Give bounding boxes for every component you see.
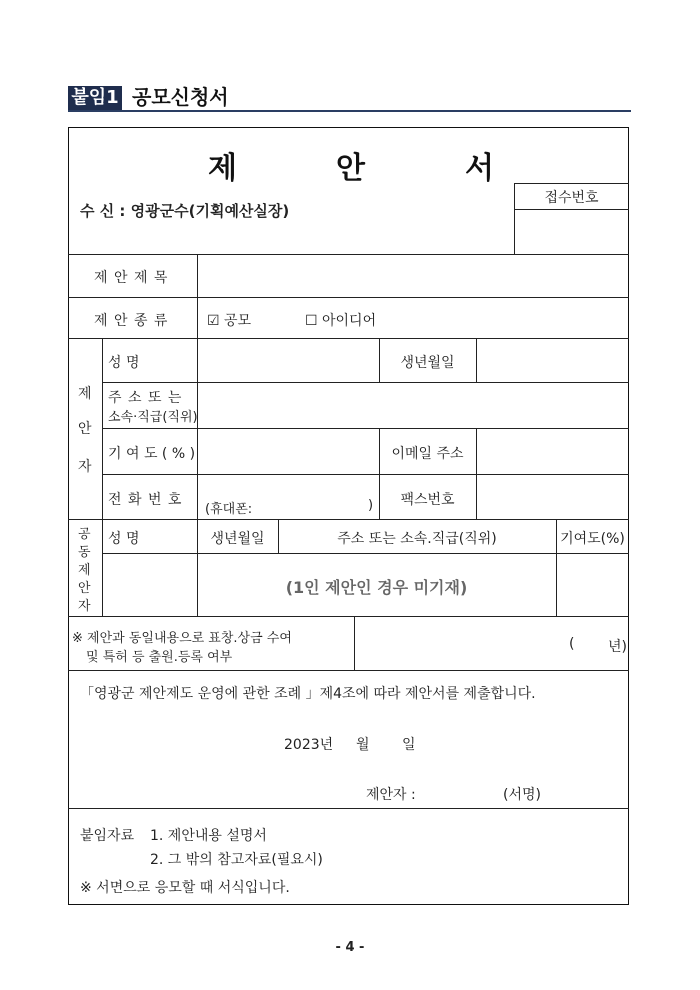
joint-contribution-label: 기여도(%): [560, 531, 625, 547]
fax-field[interactable]: [478, 476, 627, 518]
attachment-item-1: 1. 제안내용 설명서: [150, 828, 267, 844]
award-year-open: (: [569, 636, 575, 652]
appendix-badge: 붙임1: [68, 86, 122, 110]
birth-field[interactable]: [478, 340, 627, 381]
form-title-char-1: 제: [208, 151, 237, 186]
award-note-line1: ※ 제안과 동일내용으로 표창.상금 수여: [72, 631, 292, 646]
page-title: 공모신청서: [132, 85, 229, 109]
name-field[interactable]: [199, 340, 377, 381]
proposal-type-label: 제 안 종 류: [94, 313, 169, 329]
row-line: [102, 553, 629, 554]
row-line: [102, 428, 629, 429]
joint-name-field[interactable]: [104, 555, 196, 615]
receipt-box-mid: [514, 209, 629, 210]
mobile-field[interactable]: [262, 478, 366, 516]
name-label: 성 명: [108, 355, 140, 371]
phone-label: 전 화 번 호: [108, 492, 183, 508]
col-line: [476, 338, 477, 382]
proposer-label-char: 제: [78, 386, 92, 402]
award-year-field[interactable]: [578, 630, 606, 656]
col-line: [102, 338, 103, 616]
contest-option-checkbox[interactable]: ☑ 공모: [207, 313, 252, 329]
proposal-title-label: 제 안 제 목: [94, 270, 169, 286]
proposer-label-char: 자: [78, 459, 92, 475]
receipt-box-top: [514, 183, 629, 184]
idea-option-checkbox[interactable]: ☐ 아이디어: [305, 313, 377, 329]
date-month: 월: [356, 737, 370, 753]
joint-contribution-field[interactable]: [558, 555, 627, 615]
email-field[interactable]: [478, 430, 627, 473]
award-note-line2: 및 특허 등 출원.등록 여부: [86, 650, 233, 665]
receipt-number-field[interactable]: [516, 211, 627, 252]
row-line: [68, 808, 629, 809]
joint-label-char: 자: [78, 599, 91, 614]
joint-label-char: 제: [78, 563, 91, 578]
form-title-char-3: 서: [465, 151, 494, 186]
contribution-field[interactable]: [199, 430, 377, 473]
proposal-title-field[interactable]: [199, 256, 627, 296]
proposer-label-char: 안: [78, 421, 92, 437]
col-line: [354, 616, 355, 670]
recipient: 수 신 : 영광군수(기획예산실장): [80, 202, 290, 220]
joint-single-note: (1인 제안인 경우 미기재): [285, 578, 468, 597]
row-line: [68, 519, 629, 520]
row-line: [68, 254, 629, 255]
joint-label-char: 공: [78, 527, 91, 542]
birth-label: 생년월일: [400, 355, 455, 371]
proposer-sign-label: 제안자 :: [366, 787, 416, 803]
joint-address-label: 주소 또는 소속.직급(직위): [337, 531, 497, 547]
date-year: 2023년: [284, 737, 334, 753]
row-line: [68, 338, 629, 339]
row-line: [102, 382, 629, 383]
form-title-char-2: 안: [336, 151, 365, 186]
attachment-item-2: 2. 그 밖의 참고자료(필요시): [150, 852, 323, 868]
contribution-label: 기 여 도 ( % ): [108, 446, 196, 462]
address-label-line2: 소속·직급(직위): [108, 410, 198, 425]
row-line: [68, 297, 629, 298]
joint-label-char: 안: [78, 581, 91, 596]
joint-birth-label: 생년월일: [210, 531, 265, 547]
header-underline: [68, 110, 631, 112]
col-line: [197, 254, 198, 338]
submission-statement: 「영광군 제안제도 운영에 관한 조례 」제4조에 따라 제안서를 제출합니다.: [80, 686, 536, 702]
page-number: - 4 -: [335, 940, 365, 955]
col-line: [476, 428, 477, 519]
col-line: [197, 338, 198, 519]
address-label-line1: 주 소 또 는: [108, 390, 183, 406]
award-year-close: 년): [608, 639, 627, 655]
signature-label: (서명): [503, 787, 541, 803]
row-line: [68, 670, 629, 671]
joint-name-label: 성 명: [108, 531, 140, 547]
address-field[interactable]: [199, 384, 627, 427]
fax-label: 팩스번호: [400, 492, 455, 508]
date-day: 일: [402, 737, 416, 753]
proposer-name-field[interactable]: [425, 778, 497, 804]
mobile-prefix: (휴대폰:: [205, 502, 253, 517]
written-form-note: ※ 서면으로 응모할 때 서식입니다.: [80, 880, 290, 896]
mobile-suffix: ): [368, 498, 374, 513]
joint-label-char: 동: [78, 545, 91, 560]
row-line: [68, 616, 629, 617]
row-line: [102, 474, 629, 475]
receipt-number-label: 접수번호: [544, 190, 599, 206]
attachments-label: 붙임자료: [80, 828, 135, 844]
email-label: 이메일 주소: [391, 446, 464, 462]
